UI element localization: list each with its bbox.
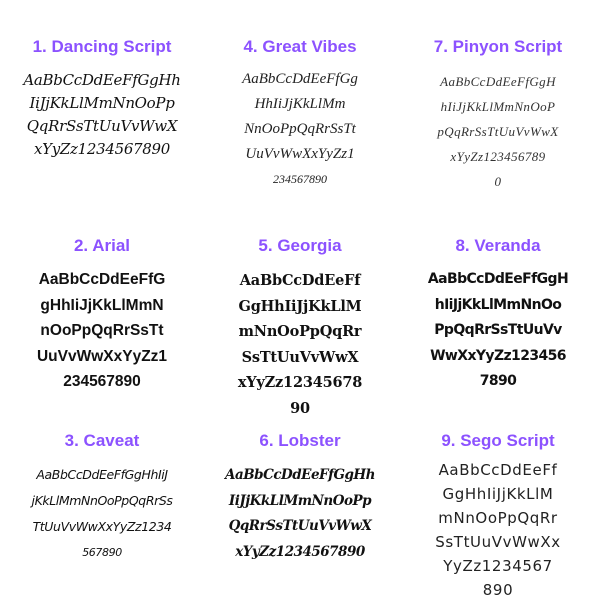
sample-line: SsTtUuVvWwXx	[435, 533, 561, 551]
font-cell-dancing-script	[2, 37, 202, 161]
font-cell-caveat	[2, 431, 202, 566]
font-sample	[200, 67, 400, 192]
font-sample	[398, 69, 598, 194]
sample-line: HhIiJjKkLlMm	[254, 96, 346, 112]
font-cell-sego-script	[398, 431, 598, 600]
sample-line: TtUuVvWwXxYyZz1234	[32, 519, 172, 534]
sample-line: IiJjKkLlMmNnOoPp	[228, 492, 372, 509]
sample-line: QqRrSsTtUuVvWwX	[26, 117, 178, 135]
font-cell-georgia	[200, 236, 400, 421]
font-title: 3. Caveat	[64, 431, 140, 450]
sample-line: GgHhIiJjKkLlM	[238, 297, 362, 315]
sample-line: WwXxYyZz123456	[430, 347, 566, 364]
sample-line: 90	[290, 399, 310, 417]
font-sample	[398, 267, 598, 395]
font-sample	[200, 268, 400, 421]
font-title: 8. Veranda	[455, 236, 541, 255]
sample-line: NnOoPpQqRrSsTt	[244, 121, 356, 137]
sample-line: 234567890	[63, 373, 141, 390]
font-title: 9. Sego Script	[441, 431, 555, 450]
sample-line: gHhIiJjKkLlMmN	[40, 296, 164, 314]
sample-line: YyZz1234567	[443, 557, 553, 575]
sample-line: 890	[482, 581, 514, 599]
font-sample	[200, 463, 400, 565]
font-sample	[2, 69, 202, 161]
sample-line: AaBbCcDdEeFf	[438, 461, 558, 479]
sample-line: GgHhIiJjKkLlM	[442, 485, 554, 503]
font-sample	[2, 462, 202, 566]
font-title: 5. Georgia	[258, 236, 342, 255]
font-cell-great-vibes	[200, 37, 400, 192]
sample-line: 234567890	[273, 172, 327, 186]
sample-line: AaBbCcDdEeFfGgH	[427, 271, 569, 287]
sample-line: UuVvWwXxYyZz1	[245, 146, 355, 162]
sample-line: jKkLlMmNnOoPpQqRrSs	[31, 493, 173, 508]
sample-line: xYyZz12345678	[237, 374, 363, 391]
font-cell-lobster	[200, 431, 400, 565]
sample-line: mNnOoPpQqRr	[438, 509, 558, 527]
sample-line: hIiJjKkLlMmNnOoP	[440, 99, 556, 114]
font-cell-veranda	[398, 236, 598, 395]
sample-line: AaBbCcDdEeFfG	[38, 271, 166, 288]
font-title: 7. Pinyon Script	[433, 37, 563, 56]
sample-line: UuVvWwXxYyZz1	[36, 347, 168, 365]
sample-line: PpQqRrSsTtUuVv	[434, 322, 562, 338]
font-sample	[2, 267, 202, 395]
sample-line: AaBbCcDdEeFfGgHh	[23, 71, 181, 89]
sample-line: 0	[494, 174, 502, 189]
font-cell-arial	[2, 236, 202, 395]
sample-line: xYyZz1234567890	[235, 543, 365, 560]
sample-line: AaBbCcDdEeFf	[239, 272, 361, 289]
font-title: 1. Dancing Script	[32, 37, 172, 56]
sample-line: AaBbCcDdEeFfGgHhIiJ	[36, 467, 168, 482]
sample-line: SsTtUuVvWwX	[241, 348, 359, 366]
font-cell-pinyon-script	[398, 37, 598, 194]
sample-line: nOoPpQqRrSsTt	[40, 322, 164, 339]
sample-line: 7890	[479, 373, 517, 389]
sample-line: mNnOoPpQqRr	[238, 323, 362, 340]
font-title: 4. Great Vibes	[243, 37, 357, 56]
sample-line: AaBbCcDdEeFfGgHh	[225, 467, 375, 483]
sample-line: 567890	[82, 546, 122, 559]
font-sample	[398, 458, 598, 600]
sample-line: AaBbCcDdEeFfGg	[242, 71, 358, 87]
font-title: 2. Arial	[73, 236, 131, 255]
sample-line: hIiJjKkLlMmNnOo	[434, 296, 562, 313]
font-title: 6. Lobster	[259, 431, 341, 450]
sample-line: IiJjKkLlMmNnOoPp	[29, 94, 175, 112]
sample-line: pQqRrSsTtUuVvWwX	[437, 124, 559, 139]
sample-line: AaBbCcDdEeFfGgH	[440, 74, 556, 89]
sample-line: QqRrSsTtUuVvWwX	[228, 518, 372, 534]
sample-line: xYyZz123456789	[450, 149, 546, 164]
sample-line: xYyZz1234567890	[33, 140, 171, 158]
